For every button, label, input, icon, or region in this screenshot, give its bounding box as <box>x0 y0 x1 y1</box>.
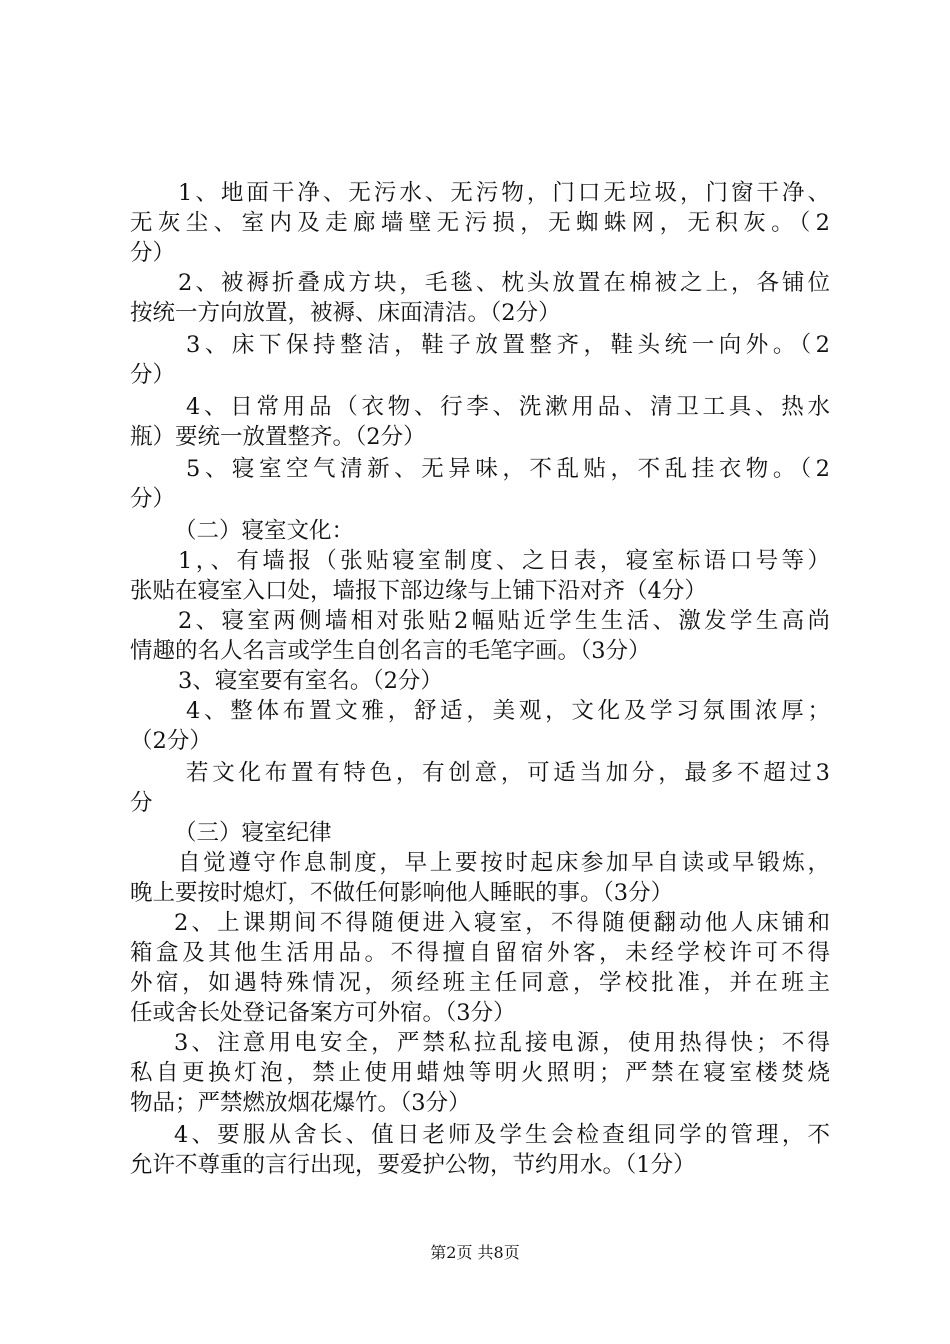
text-line: 外宿，如遇特殊情况，须经班主任同意，学校批准，并在班主 <box>130 970 830 996</box>
page-footer: 第2页 共8页 <box>430 1243 520 1262</box>
text-line: 箱盒及其他生活用品。不得擅自留宿外客，未经学校许可不得 <box>130 940 830 966</box>
text-line: 1、地面干净、无污水、无污物，门口无垃圾，门窗干净、 <box>178 180 830 206</box>
text-line: 张贴在寝室入口处，墙报下部边缘与上铺下沿对齐（4分） <box>130 578 707 604</box>
text-line: 分） <box>130 486 176 512</box>
text-line: 分 <box>130 790 153 816</box>
text-line: 物品；严禁燃放烟花爆竹。（3分） <box>130 1090 471 1116</box>
text-line: 4、日常用品（衣物、行李、洗漱用品、清卫工具、热水 <box>186 394 830 420</box>
text-line: 1，、有墙报（张贴寝室制度、之日表，寝室标语口号等） <box>178 548 830 574</box>
text-line: 2、上课期间不得随便进入寝室，不得随便翻动他人床铺和 <box>174 910 830 936</box>
text-line: 若文化布置有特色，有创意，可适当加分，最多不超过3 <box>186 760 830 786</box>
section-heading: （三）寝室纪律 <box>174 820 332 846</box>
text-line: 分） <box>130 240 176 266</box>
text-line: 私自更换灯泡，禁止使用蜡烛等明火照明；严禁在寝室楼焚烧 <box>130 1060 830 1086</box>
text-line: 4、要服从舍长、值日老师及学生会检查组同学的管理，不 <box>174 1122 830 1148</box>
text-line: 3、注意用电安全，严禁私拉乱接电源，使用热得快；不得 <box>174 1030 830 1056</box>
text-line: 5、寝室空气清新、无异味，不乱贴，不乱挂衣物。（2 <box>186 456 830 482</box>
text-line: 2、寝室两侧墙相对张贴2幅贴近学生生活、激发学生高尚 <box>178 608 830 634</box>
text-line: （2分） <box>130 728 212 754</box>
text-line: 允许不尊重的言行出现，要爱护公物，节约用水。（1分） <box>130 1152 696 1178</box>
text-line: 分） <box>130 362 176 388</box>
text-line: 任或舍长处登记备案方可外宿。（3分） <box>130 1000 516 1026</box>
text-line: 瓶）要统一放置整齐。（2分） <box>130 424 426 450</box>
text-line: 情趣的名人名言或学生自创名言的毛笔字画。（3分） <box>130 638 651 664</box>
text-line: 3、床下保持整洁，鞋子放置整齐，鞋头统一向外。（2 <box>186 332 830 358</box>
text-line: 2、被褥折叠成方块，毛毯、枕头放置在棉被之上，各铺位 <box>178 270 830 296</box>
text-line: 按统一方向放置，被褥、床面清洁。（2分） <box>130 300 561 326</box>
text-line: 自觉遵守作息制度，早上要按时起床参加早自读或早锻炼， <box>178 850 830 876</box>
text-line: 3、寝室要有室名。（2分） <box>178 668 443 694</box>
section-heading: （二）寝室文化： <box>174 518 355 544</box>
text-line: 4、整体布置文雅，舒适，美观，文化及学习氛围浓厚； <box>186 698 830 724</box>
text-line: 无灰尘、室内及走廊墙壁无污损，无蜘蛛网，无积灰。（2 <box>130 210 830 236</box>
text-line: 晚上要按时熄灯，不做任何影响他人睡眠的事。（3分） <box>130 880 674 906</box>
